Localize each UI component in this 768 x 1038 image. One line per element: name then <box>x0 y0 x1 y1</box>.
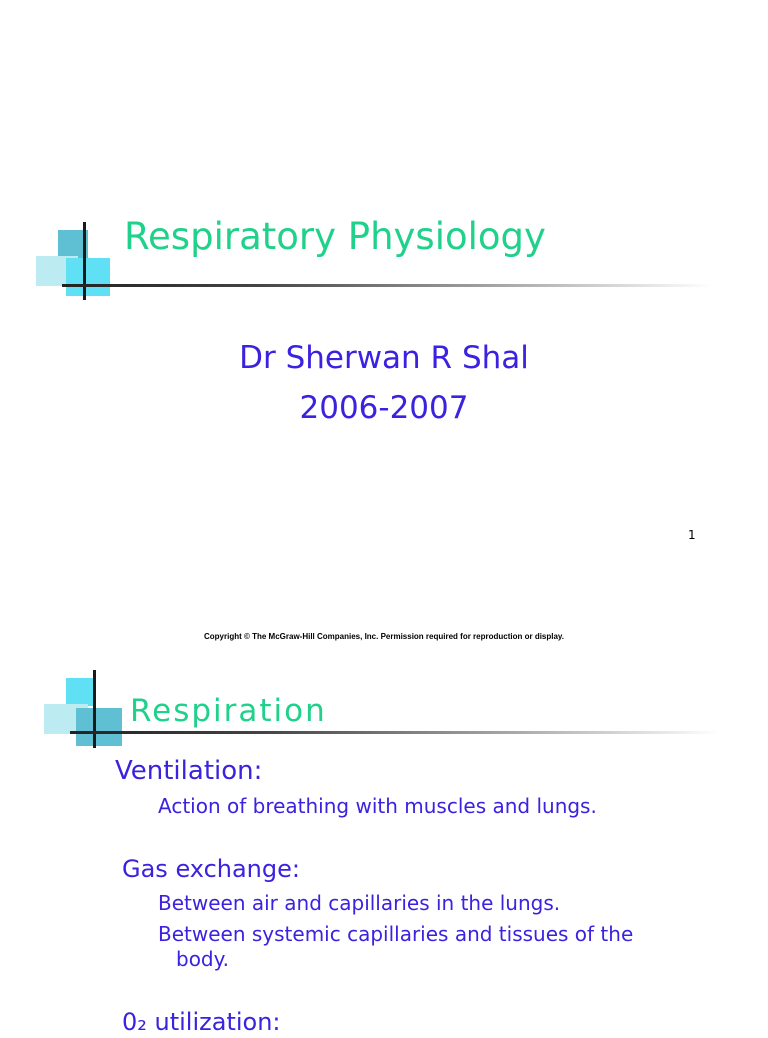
slide-title: Respiration <box>130 693 327 729</box>
logo-square-cyan <box>66 678 96 706</box>
title-underline <box>62 284 712 287</box>
slide-title: Respiratory Physiology <box>124 215 546 258</box>
author-name: Dr Sherwan R Shal <box>239 340 529 376</box>
title-underline <box>70 731 720 734</box>
gas-exchange-line-1: Between air and capillaries in the lungs. <box>158 891 561 915</box>
academic-year: 2006-2007 <box>299 390 469 426</box>
copyright-notice: Copyright © The McGraw-Hill Companies, Inc. Permission required for reproduction or display. <box>203 632 565 641</box>
o2-utilization-heading: 0₂ utilization: <box>122 1008 281 1036</box>
logo-square-cyan <box>66 258 110 296</box>
gas-exchange-line-2: Between systemic capillaries and tissues of the <box>158 922 634 946</box>
slide-logo-squares <box>0 0 130 310</box>
slide-logo-squares <box>0 650 140 760</box>
logo-vertical-line <box>83 222 86 300</box>
ventilation-text: Action of breathing with muscles and lungs. <box>158 794 597 818</box>
gas-exchange-heading: Gas exchange: <box>122 855 300 883</box>
gas-exchange-line-2-cont: body. <box>176 947 229 971</box>
page-number: 1 <box>688 528 696 542</box>
logo-vertical-line <box>93 670 96 748</box>
respiration-slide <box>0 650 768 1036</box>
ventilation-heading: Ventilation: <box>115 756 263 786</box>
logo-square-dark <box>76 708 122 746</box>
